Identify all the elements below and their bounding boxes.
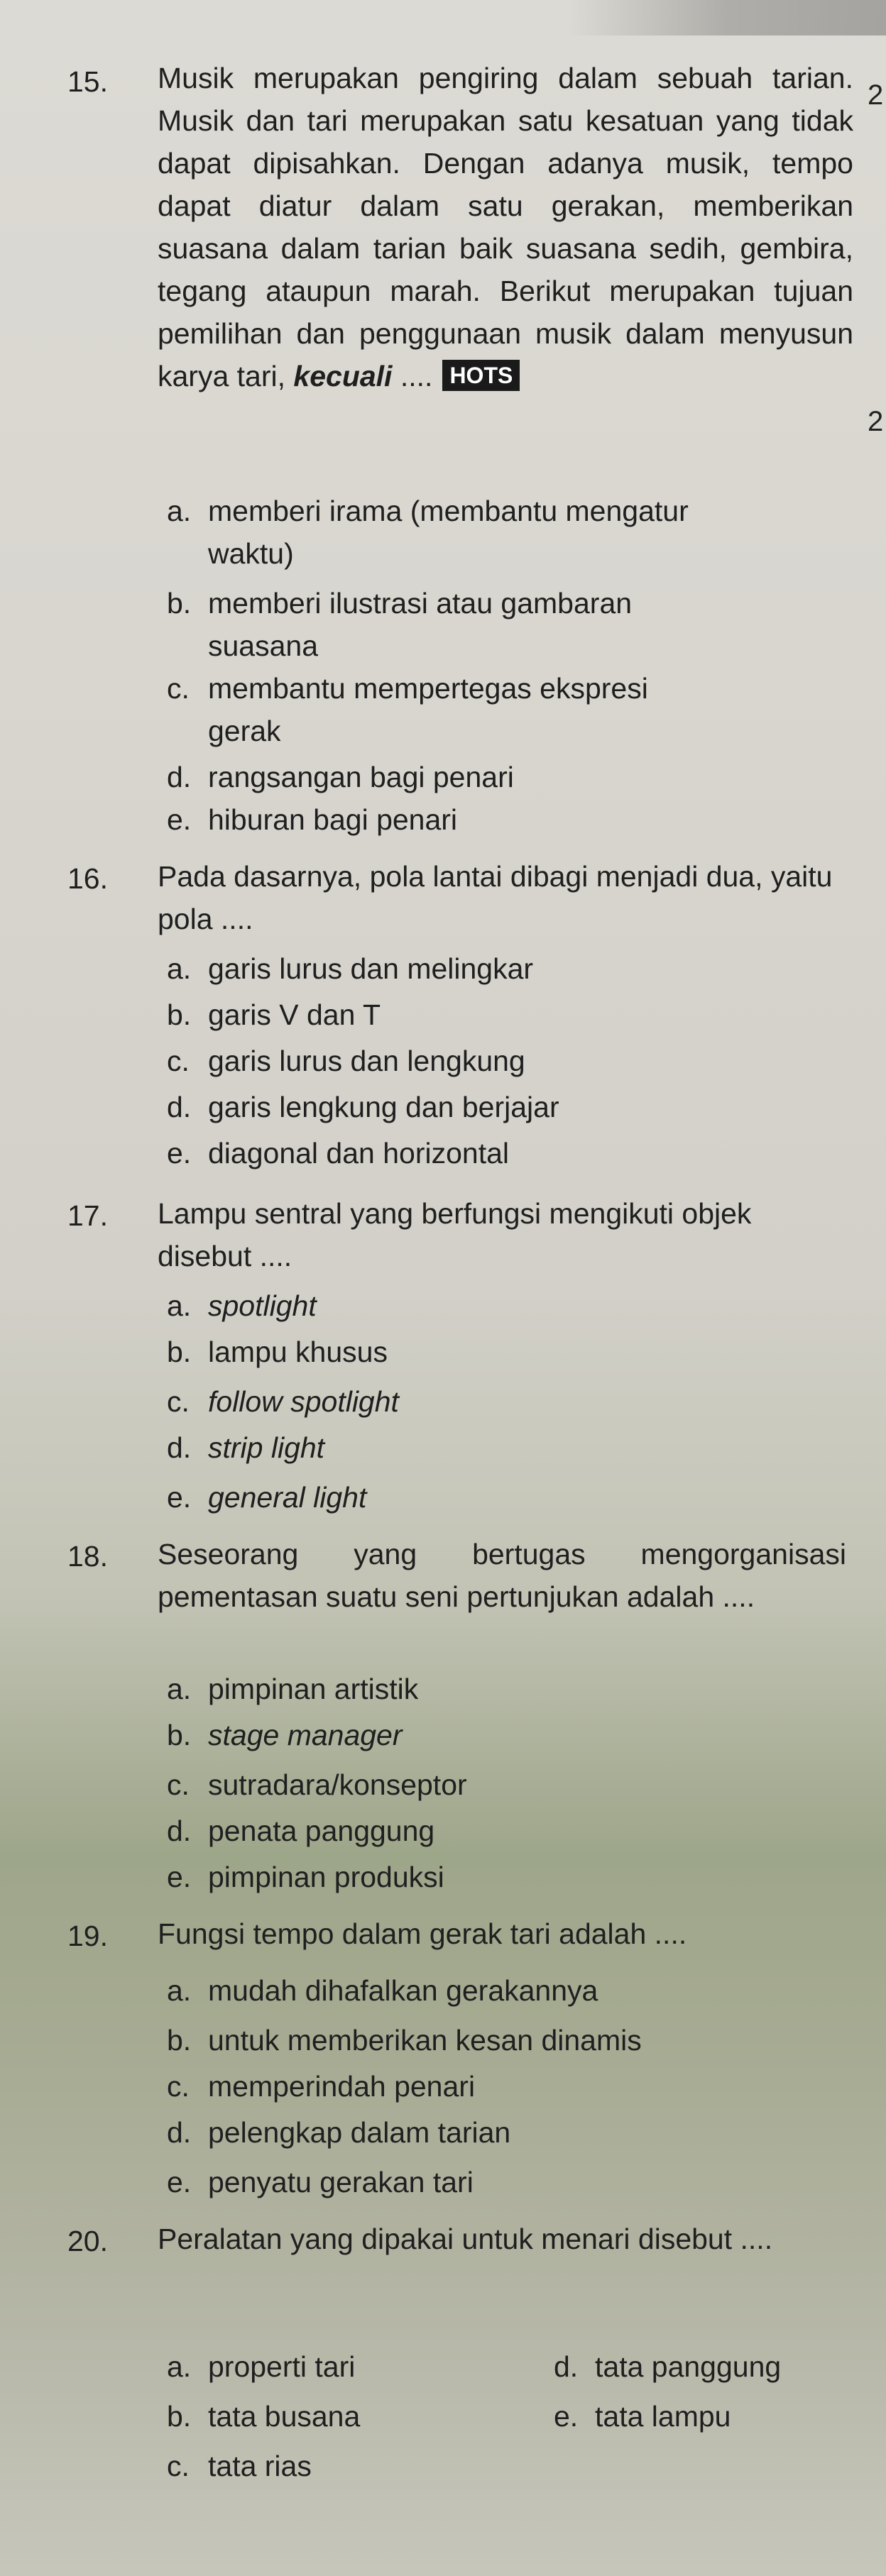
option-d[interactable] — [167, 1426, 324, 1469]
option-text: properti tari — [208, 2350, 356, 2383]
question-stem: Fungsi tempo dalam gerak tari adalah .... — [158, 1917, 687, 1950]
option-e[interactable] — [167, 1132, 509, 1174]
option-text: hiburan bagi penari — [208, 803, 458, 836]
option-letter: b. — [167, 1719, 192, 1751]
option-text: memberi irama (membantu mengatur — [208, 495, 689, 527]
option-letter: d. — [167, 1431, 192, 1464]
option-text: untuk memberikan kesan dinamis — [208, 2024, 642, 2057]
option-text: diagonal dan horizontal — [208, 1137, 509, 1169]
option-text: pelengkap dalam tarian — [208, 2116, 511, 2149]
option-letter: c. — [167, 672, 190, 705]
question-number: 17. — [67, 1199, 108, 1232]
option-a[interactable] — [167, 490, 689, 532]
option-c[interactable] — [167, 2065, 475, 2108]
question-stem-text: Musik merupakan pengiring dalam sebuah tarian. Musik dan tari merupakan satu kesatuan yang tidak dapat dipisahkan. Dengan adanya musik, tempo dapat diatur dalam satu gerakan, memberikan suasana dalam tarian baik suasana sedih, gembira, tegang ataupun marah. Berikut merupakan tujuan pemilihan dan penggunaan musik dalam menyusun karya tari, — [158, 62, 853, 392]
question-number: 19. — [67, 1920, 108, 1952]
question-number: 20. — [67, 2225, 108, 2257]
option-letter: e. — [167, 1137, 192, 1169]
option-text: pimpinan produksi — [208, 1861, 444, 1893]
option-text: tata panggung — [595, 2350, 782, 2383]
option-d[interactable] — [167, 756, 514, 798]
option-text: garis lengkung dan berjajar — [208, 1091, 559, 1123]
option-text: pimpinan artistik — [208, 1673, 419, 1705]
question-stem: Pada dasarnya, pola lantai dibagi menjadi dua, yaitu pola .... — [158, 860, 833, 935]
question-number: 18. — [67, 1540, 108, 1573]
option-e[interactable] — [167, 2161, 474, 2203]
option-text: garis V dan T — [208, 998, 381, 1031]
option-letter: d. — [167, 1815, 192, 1847]
option-letter: c. — [167, 1045, 190, 1077]
option-d[interactable] — [167, 1810, 434, 1852]
option-text: follow spotlight — [208, 1385, 399, 1418]
option-c[interactable] — [167, 1763, 467, 1806]
option-letter: e. — [554, 2400, 579, 2433]
option-letter: d. — [554, 2350, 579, 2383]
page-edge-shadow — [568, 0, 886, 35]
option-e[interactable] — [167, 1476, 366, 1519]
option-d[interactable] — [167, 2111, 510, 2154]
hots-badge: HOTS — [442, 360, 520, 391]
option-letter: e. — [167, 803, 192, 836]
option-a[interactable] — [167, 947, 533, 990]
option-e[interactable] — [167, 798, 457, 841]
option-text: suasana — [208, 629, 319, 662]
option-text: memberi ilustrasi atau gambaran — [208, 587, 633, 620]
option-text: waktu) — [208, 537, 294, 570]
option-b[interactable] — [167, 1714, 403, 1756]
question-number: 15. — [67, 65, 108, 98]
question-stem: Seseorang yang bertugas mengorganisasi pementasan suatu seni pertunjukan adalah .... — [158, 1538, 846, 1613]
option-letter: a. — [167, 495, 192, 527]
option-b-continued — [208, 624, 318, 667]
option-e[interactable] — [554, 2395, 731, 2438]
option-letter: d. — [167, 2116, 192, 2149]
option-a[interactable] — [167, 1969, 598, 2012]
option-text: rangsangan bagi penari — [208, 761, 514, 793]
option-text: tata rias — [208, 2450, 312, 2482]
option-d[interactable] — [167, 1086, 559, 1128]
option-letter: d. — [167, 1091, 192, 1123]
option-letter: c. — [167, 1768, 190, 1801]
question-stem — [158, 57, 853, 397]
option-b[interactable] — [167, 993, 381, 1036]
option-letter: b. — [167, 1336, 192, 1368]
option-c-continued — [208, 710, 281, 752]
option-letter: e. — [167, 1481, 192, 1514]
option-text: penyatu gerakan tari — [208, 2166, 474, 2198]
option-text: general light — [208, 1481, 367, 1514]
question-number: 16. — [67, 862, 108, 895]
margin-number: 2 — [868, 406, 884, 437]
option-letter: d. — [167, 761, 192, 793]
option-letter: e. — [167, 1861, 192, 1893]
option-a[interactable] — [167, 1668, 418, 1710]
option-letter: b. — [167, 998, 192, 1031]
option-text: tata busana — [208, 2400, 361, 2433]
option-letter: b. — [167, 587, 192, 620]
option-letter: b. — [167, 2024, 192, 2057]
question-stem-ellipsis: .... — [400, 360, 433, 392]
option-d[interactable] — [554, 2345, 781, 2388]
option-letter: c. — [167, 1385, 190, 1418]
option-a[interactable] — [167, 2345, 355, 2388]
option-letter: a. — [167, 2350, 192, 2383]
option-letter: c. — [167, 2450, 190, 2482]
option-text: garis lurus dan melingkar — [208, 952, 534, 985]
option-letter: a. — [167, 1673, 192, 1705]
option-b[interactable] — [167, 2395, 360, 2438]
option-letter: a. — [167, 952, 192, 985]
question-stem: Peralatan yang dipakai untuk menari disebut .... — [158, 2223, 773, 2255]
option-a-continued — [208, 532, 294, 575]
option-text: tata lampu — [595, 2400, 731, 2433]
option-text: lampu khusus — [208, 1336, 388, 1368]
option-b[interactable] — [167, 1331, 388, 1373]
option-letter: c. — [167, 2070, 190, 2103]
option-text: spotlight — [208, 1289, 317, 1322]
option-c[interactable] — [167, 1380, 399, 1423]
option-letter: e. — [167, 2166, 192, 2198]
option-text: strip light — [208, 1431, 325, 1464]
margin-number: 2 — [868, 79, 884, 111]
option-text: stage manager — [208, 1719, 403, 1751]
option-e[interactable] — [167, 1856, 444, 1898]
question-stem-emphasis: kecuali — [293, 360, 393, 392]
option-b[interactable] — [167, 2019, 642, 2062]
option-c[interactable] — [167, 2445, 312, 2487]
option-c[interactable] — [167, 667, 648, 710]
option-b[interactable] — [167, 582, 632, 624]
option-text: memperindah penari — [208, 2070, 476, 2103]
option-text: mudah dihafalkan gerakannya — [208, 1974, 598, 2007]
option-a[interactable] — [167, 1284, 317, 1327]
option-text: gerak — [208, 715, 281, 747]
option-c[interactable] — [167, 1040, 525, 1082]
option-text: penata panggung — [208, 1815, 435, 1847]
question-stem: Lampu sentral yang berfungsi mengikuti objek disebut .... — [158, 1197, 752, 1272]
option-text: sutradara/konseptor — [208, 1768, 467, 1801]
option-text: garis lurus dan lengkung — [208, 1045, 525, 1077]
option-letter: a. — [167, 1974, 192, 2007]
option-letter: a. — [167, 1289, 192, 1322]
option-letter: b. — [167, 2400, 192, 2433]
option-text: membantu mempertegas ekspresi — [208, 672, 648, 705]
